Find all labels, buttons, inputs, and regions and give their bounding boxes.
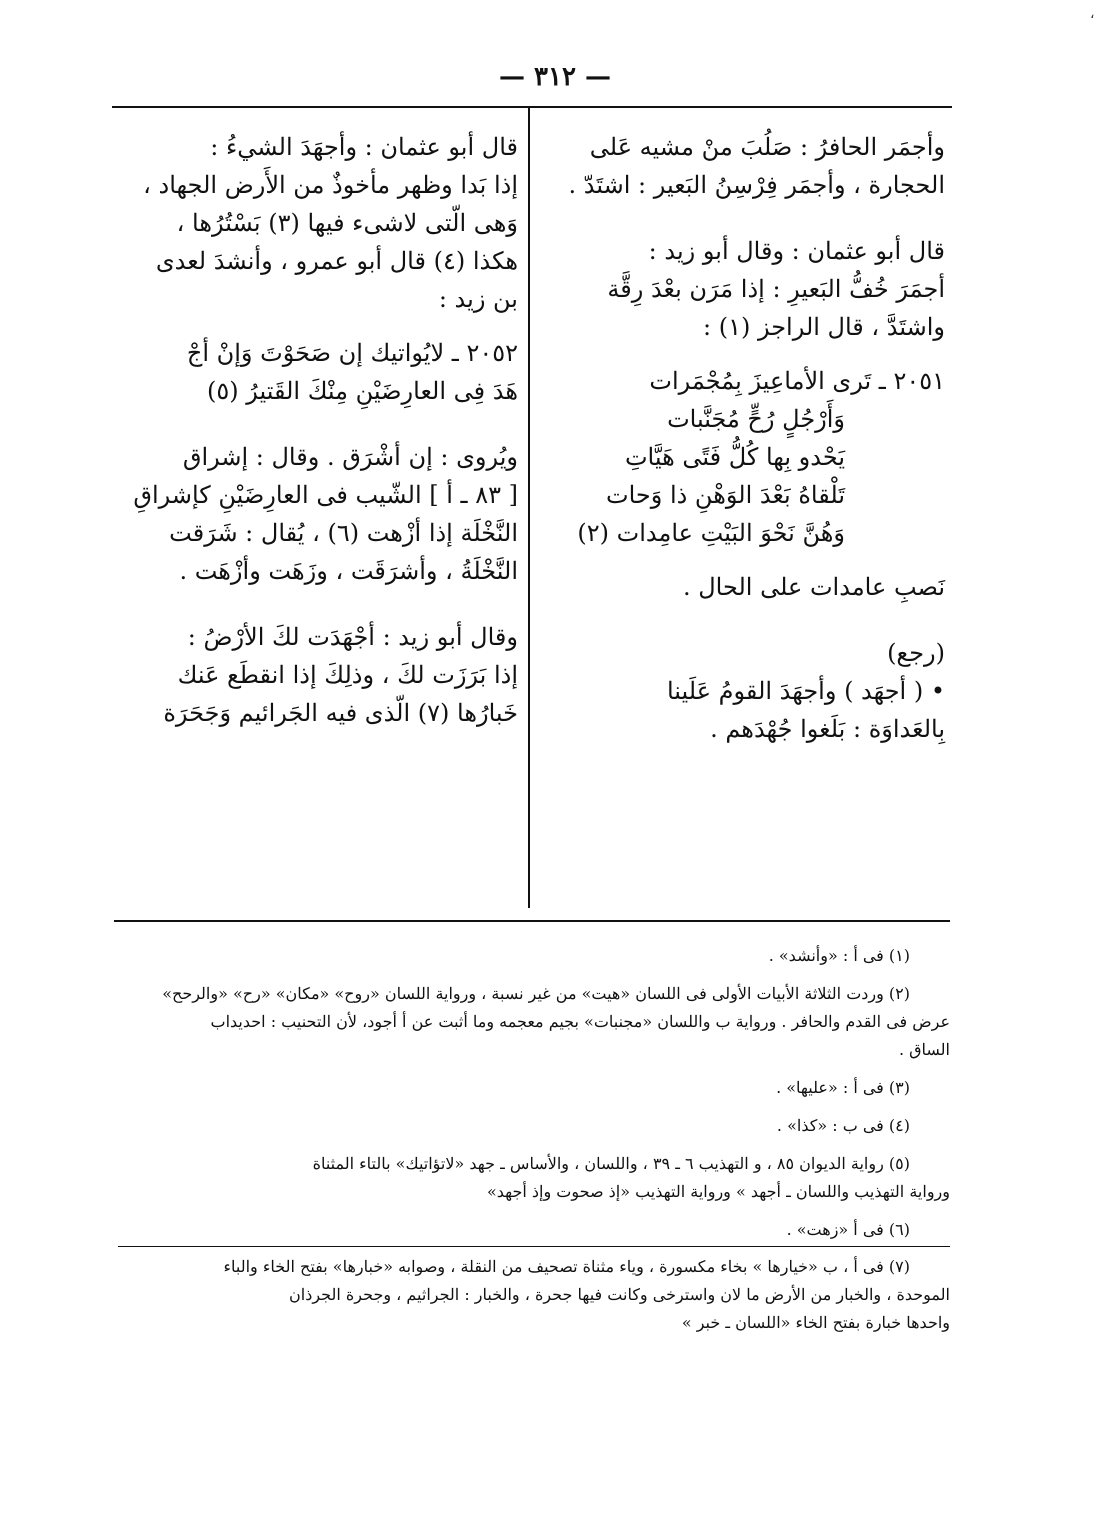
corner-mark: ، [1090,6,1095,22]
footnote: (٧) فى أ ، ب «خيارها » بخاء مكسورة ، وياء مثناة تصحيف من النقلة ، وصوابه «خبارها» بفتح الخاء والباء [223,1257,910,1276]
footnote: (٤) فى ب : «كذا» . [776,1116,910,1135]
text-line: إذا بَرَزَت لكَ ، وذلِكَ إذا انقطَع عَنك [177,661,518,689]
footnote: (٥) رواية الديوان ٨٥ ، و التهذيب ٦ ـ ٣٩ ، واللسان ، والأساس ـ جهد «لاتؤاتيك» بالتاء المثناة [312,1154,910,1173]
verse-line: تَلْقاهُ بَعْدَ الوَهْنِ ذا وَحات [605,481,845,509]
text-line: النَّخْلَةُ ، وأشرَقَت ، وزَهَت وأزْهَت . [179,557,518,585]
text-line: وقال أبو زيد : أجْهَدَت لكَ الأرْضُ : [187,623,518,651]
text-line: قال أبو عثمان : وأجهَدَ الشيءُ : [210,133,518,161]
text-line: قال أبو عثمان : وقال أبو زيد : [648,237,945,265]
verse-line: وَهُنَّ نَحْوَ البَيْتِ عامِدات (٢) [577,519,845,547]
text-line: هكذا (٤) قال أبو عمرو ، وأنشدَ لعدى [155,247,518,275]
text-line: بِالعَداوَة : بَلَغوا جُهْدَهم . [710,715,945,743]
footnote: عرض فى القدم والحافر . ورواية ب واللسان «مجنبات» بجيم معجمه وما أثبت عن أ أجود، لأن التحنيب : احديداب [210,1012,950,1031]
footnote: الساق . [898,1040,950,1059]
verse-line: ٢٠٥٢ ـ لايُواتيك إن صَحَوْتَ وَإنْ أجْ [186,339,518,367]
text-line: أجمَرَ خُفُّ البَعيرِ : إذا مَرَن بعْدَ رِقَّة [607,275,945,303]
footnote-rule [114,920,950,922]
header-rule [112,106,952,108]
column-divider [528,108,530,908]
verse-line: ٢٠٥١ ـ تَرى الأماعِيزَ بِمُجْمَرات [649,367,945,395]
text-line: وَهى الّتى لاشىء فيها (٣) بَسْتُرُها ، [176,209,518,237]
verse-line: هَدَ فِى العارِضَيْنِ مِنْكَ القَتيرُ (٥) [206,377,518,405]
text-line: الحجارة ، وأجمَر فِرْسِنُ البَعير : اشتَدّ . [568,171,945,199]
left-column [118,128,518,732]
text-line: النَّخْلَة إذا أزْهت (٦) ، يُقال : شَرَقت [169,519,518,547]
text-line: إذا بَدا وظهر مأخوذٌ من الأَرض الجهاد ، [143,171,518,199]
footnote: (٦) فى أ «زهت» . [786,1220,910,1239]
footnote: (٣) فى أ : «عليها» . [776,1078,910,1097]
text-line: [ ٨٣ ـ أ ] الشّيب فى العارِضَيْنِ كإشراقِ [133,481,518,509]
footnote: الموحدة ، والخبار من الأرض ما لان واسترخى وكانت فيها جحرة ، والخبار : الجراثيم ، وجحرة الجرذان [289,1285,950,1304]
footnote: (٢) وردت الثلاثة الأبيات الأولى فى اللسان «هيت» من غير نسبة ، ورواية اللسان «روح» «مكان» «رح» «والرحح» [162,984,910,1003]
right-column [545,128,945,748]
text-line: بن زيد : [438,285,518,313]
footnotes [118,942,950,1337]
footnote: واحدها خبارة بفتح الخاء «اللسان ـ خبر » [681,1313,950,1332]
footnote: ورواية التهذيب واللسان ـ أجهد » ورواية التهذيب «إذ صحوت وإذ أجهد» [486,1182,950,1201]
verse-line: وَأَرْجُلٍ رُحٍّ مُجَنَّبات [667,405,845,433]
text-line: نَصبِ عامدات على الحال . [682,573,945,601]
text-line: ويُروى : إن أشْرَق . وقال : إشراق [182,443,518,471]
text-line: • ( أجهَد ) وأجهَدَ القومُ عَلَينا [666,677,945,705]
footnote: (١) فى أ : «وأنشد» . [768,946,910,965]
text-line: خَبارُها (٧) الّذى فيه الجَرائيم وَجَحَرَة [163,699,518,727]
text-line: وأجمَر الحافرُ : صَلُبَ منْ مشيه عَلى [589,133,945,161]
page-number: — ٣١٢ — [498,62,612,92]
verse-line: يَحْدو بِها كُلُّ فَتًى هَيَّاتِ [624,443,845,471]
section-heading: (رجع) [887,639,945,667]
footnote-divider [118,1246,950,1247]
text-line: واشتَدَّ ، قال الراجز (١) : [703,313,945,341]
